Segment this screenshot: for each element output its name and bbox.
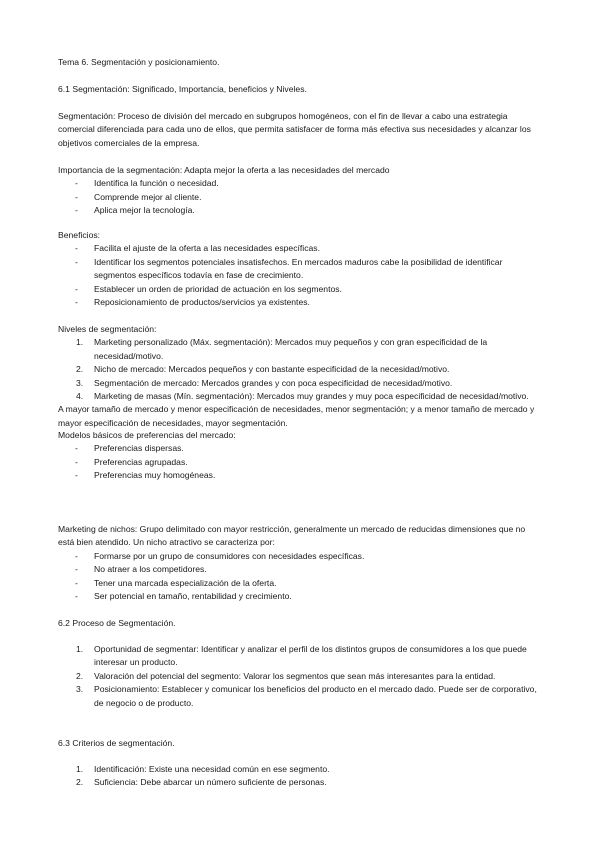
list-item — [58, 377, 538, 390]
list-item — [58, 363, 538, 376]
list-number: 3. — [76, 377, 84, 388]
list-item — [58, 670, 538, 683]
list-item: - Preferencias agrupadas. — [58, 456, 538, 469]
beneficios-list — [58, 242, 538, 309]
section-6-3-heading: 6.3 Criterios de segmentación. — [58, 738, 175, 748]
section-6-2-heading: 6.2 Proceso de Segmentación. — [58, 618, 176, 628]
criterios-list — [58, 763, 538, 790]
list-item — [58, 763, 538, 776]
importancia-block — [58, 164, 538, 218]
list-number: 1. — [76, 644, 84, 654]
list-text: Oportunidad de segmentar: Identificar y analizar el perfil de los distintos grupos de consumidores a los que puede interesar un producto. — [94, 644, 527, 668]
list-item: - Comprende mejor al cliente. — [58, 191, 538, 204]
proceso-list — [58, 643, 538, 710]
section-6-1-heading: 6.1 Segmentación: Significado, Importancia, beneficios y Niveles. — [58, 84, 307, 94]
beneficios-heading: Beneficios: — [58, 230, 101, 240]
list-text: Marketing personalizado (Máx. segmentación): Mercados muy pequeños y con gran especificidad de la necesidad/motivo. — [94, 337, 488, 361]
list-number: 1. — [76, 764, 84, 774]
list-text: Segmentación de mercado: Mercados grandes y con poca especificidad de necesidad/motivo. — [94, 377, 453, 388]
importancia-list — [58, 177, 538, 217]
segmentacion-definition: Segmentación: Proceso de división del mercado en subgrupos homogéneos, con el fin de llevar a cabo una estrategia comercial diferenciada para cada uno de ellos, que permita satisfacer de forma más efectiva sus necesidades y alcanzar los objetivos comerciales de la empresa. — [58, 111, 531, 148]
list-text: Nicho de mercado: Mercados pequeños y con bastante especificidad de la necesidad/motivo. — [94, 364, 450, 375]
modelos-list — [58, 442, 538, 482]
list-item: - Reposicionamiento de productos/servicios ya existentes. — [58, 296, 538, 309]
list-item — [58, 683, 538, 710]
list-number: 2. — [76, 670, 84, 681]
list-item — [58, 643, 538, 670]
doc-title: Tema 6. Segmentación y posicionamiento. — [58, 57, 220, 67]
list-item: - Preferencias muy homogéneas. — [58, 469, 538, 482]
importancia-heading: Importancia de la segmentación: Adapta mejor la oferta a las necesidades del mercado — [58, 165, 390, 175]
list-number: 2. — [76, 364, 84, 375]
list-item: - Establecer un orden de prioridad de actuación en los segmentos. — [58, 283, 538, 296]
list-number: 2. — [76, 777, 84, 788]
list-item: - Identificar los segmentos potenciales insatisfechos. En mercados maduros cabe la posibilidad de identificar segmentos específicos todavía en fase de crecimiento. — [58, 256, 538, 283]
list-item — [58, 336, 538, 363]
list-text: Suficiencia: Debe abarcar un número suficiente de personas. — [94, 777, 327, 788]
list-number: 3. — [76, 684, 84, 695]
nichos-intro: Marketing de nichos: Grupo delimitado con mayor restricción, generalmente un mercado de reducidas dimensiones que no está bien atendido. Un nicho atractivo se caracteriza por: — [58, 524, 526, 548]
niveles-list — [58, 336, 538, 403]
list-item — [58, 390, 538, 403]
niveles-heading: Niveles de segmentación: — [58, 324, 157, 334]
list-item: - Tener una marcada especialización de la oferta. — [58, 577, 538, 590]
list-item: - Identifica la función o necesidad. — [58, 177, 538, 190]
nichos-list — [58, 550, 538, 604]
niveles-block — [58, 323, 538, 430]
list-item: - Preferencias dispersas. — [58, 442, 538, 455]
list-text: Valoración del potencial del segmento: Valorar los segmentos que sean más interesantes para la entidad. — [94, 670, 496, 681]
list-item: - Ser potencial en tamaño, rentabilidad y crecimiento. — [58, 590, 538, 603]
beneficios-block — [58, 229, 538, 309]
list-item: - No atraer a los competidores. — [58, 563, 538, 576]
list-number: 4. — [76, 391, 84, 402]
niveles-summary: A mayor tamaño de mercado y menor especificación de necesidades, menor segmentación; y a menor tamaño de mercado y mayor especificación de necesidades, mayor segmentación. — [58, 404, 535, 428]
list-item: - Aplica mejor la tecnología. — [58, 204, 538, 217]
list-text: Marketing de masas (Mín. segmentación): Mercados muy grandes y muy poca especificidad de necesidad/motivo. — [94, 391, 529, 402]
list-item — [58, 776, 538, 789]
list-number: 1. — [76, 337, 84, 348]
list-text: Identificación: Existe una necesidad común en ese segmento. — [94, 764, 330, 774]
nichos-block — [58, 523, 538, 603]
list-item: - Facilita el ajuste de la oferta a las necesidades específicas. — [58, 242, 538, 255]
list-text: Posicionamiento: Establecer y comunicar los beneficios del producto en el mercado dado. Puede ser de corporativo, de negocio o de producto. — [94, 684, 537, 708]
list-item: - Formarse por un grupo de consumidores con necesidades específicas. — [58, 550, 538, 563]
modelos-block — [58, 429, 538, 483]
modelos-heading: Modelos básicos de preferencias del mercado: — [58, 430, 236, 440]
